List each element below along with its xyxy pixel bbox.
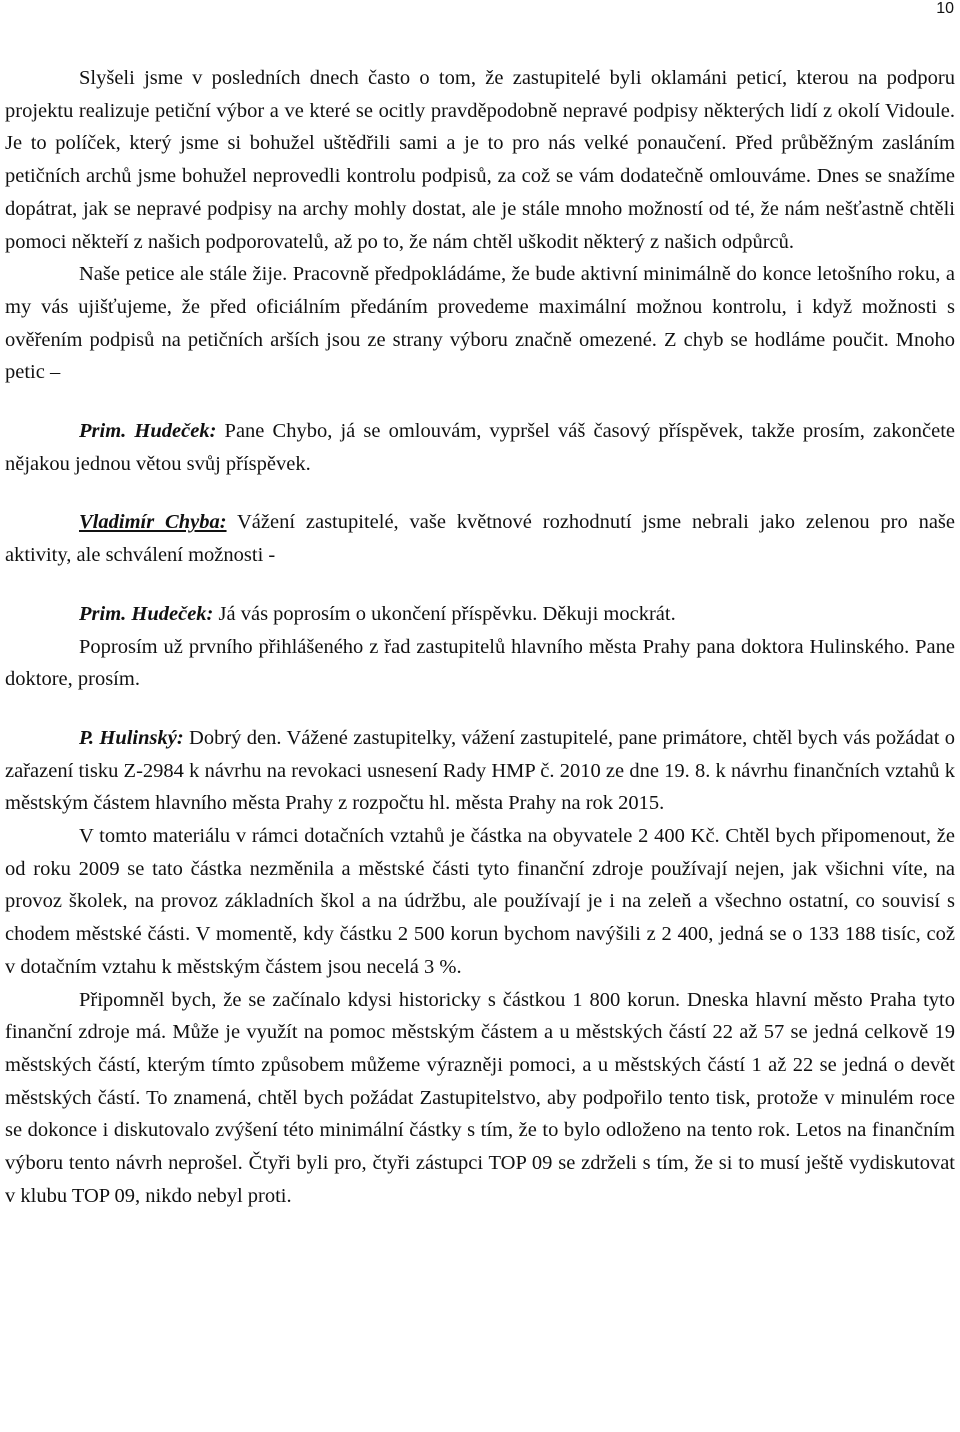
speaker-name: Vladimír Chyba:	[79, 511, 227, 534]
paragraph: Naše petice ale stále žije. Pracovně předpokládáme, že bude aktivní minimálně do konce letošního roku, a my vás ujišťujeme, že před oficiálním předáním provedeme maximální možnou kontrolu, i když možnosti s ověřením podpisů na petičních arších jsou ze strany výboru značně omezené. Z chyb se hodláme poučit. Mnoho petic –	[5, 263, 955, 384]
speech-text: Pane Chybo, já se omlouvám, vypršel váš časový příspěvek, takže prosím, zakončete nějakou jednou větou svůj příspěvek.	[5, 420, 955, 475]
speaker-title: Prim.	[79, 602, 127, 625]
speaker-name: Hudeček:	[131, 602, 214, 625]
speaker-name: Hulinský:	[99, 726, 184, 749]
paragraph: Poprosím už prvního přihlášeného z řad zastupitelů hlavního města Prahy pana doktora Hulinského. Pane doktore, prosím.	[5, 635, 955, 691]
speech-block	[5, 598, 955, 631]
speaker-title: Prim.	[79, 420, 127, 443]
speech-text: Vážení zastupitelé, vaše květnové rozhodnutí jsme nebrali jako zelenou pro naše aktivity, ale schválení možnosti -	[5, 511, 956, 567]
paragraph: V tomto materiálu v rámci dotačních vztahů je částka na obyvatele 2 400 Kč. Chtěl bych připomenout, že od roku 2009 se tato částka nezměnila a městské části tyto finanční zdroje používají nejen, jak všichni víte, na provoz školek, na provoz základních škol a na údržbu, ale používají je i na zeleň a všechno ostatní, co souvisí s chodem městské části. V momentě, kdy částku 2 500 korun bychom navýšili z 2 400, jedná se o 133 188 tisíc, což v dotačním vztahu k městským částem jsou necelá 3 %.	[5, 825, 955, 978]
speech-block	[5, 722, 955, 820]
document-body	[5, 62, 955, 1213]
speaker-name: Hudeček:	[134, 420, 217, 443]
speech-block	[5, 415, 955, 480]
speaker-title: P.	[79, 726, 95, 749]
speech-block	[5, 506, 955, 571]
paragraph: Slyšeli jsme v posledních dnech často o tom, že zastupitelé byli oklamáni peticí, kterou na podporu projektu realizuje petiční výbor a ve které se ocitly pravděpodobně nepravé podpisy některých lidí z okolí Vidoule. Je to políček, který jsme si bohužel uštědřili sami a je to pro nás velké ponaučení. Před průběžným zasláním petičních archů jsme bohužel neprovedli kontrolu podpisů, za což se vám dodatečně omlouváme. Dnes se snažíme dopátrat, jak se nepravé podpisy na archy mohly dostat, ale je stále mnoho možností od té, že nám nešťastně chtěli pomoci někteří z našich podporovatelů, až po to, že nám chtěl uškodit některý z našich odpůrců.	[5, 67, 955, 253]
page-number: 10	[936, 0, 954, 17]
paragraph: Připomněl bych, že se začínalo kdysi historicky s částkou 1 800 korun. Dneska hlavní město Praha tyto finanční zdroje má. Může je využít na pomoc městským částem a u městských částí 22 až 57 se jedná celkově 19 městských částí, kterým tímto způsobem můžeme výrazněji pomoci, a u městských částí 1 až 22 se jedná o devět městských částí. To znamená, chtěl bych požádat Zastupitelstvo, aby podpořilo tento tisk, protože v minulém roce se dokonce i diskutovalo zvýšení této minimální částky s tím, že to bylo odloženo na tento rok. Letos na finančním výboru tento návrh neprošel. Čtyři byli pro, čtyři zástupci TOP 09 se zdrželi s tím, že si to musí ještě vydiskutovat v klubu TOP 09, nikdo nebyl proti.	[5, 988, 955, 1207]
speech-text: Já vás poprosím o ukončení příspěvku. Děkuji mockrát.	[213, 602, 676, 625]
speech-text: Dobrý den. Vážené zastupitelky, vážení zastupitelé, pane primátore, chtěl bych vás požádat o zařazení tisku Z-2984 k návrhu na revokaci usnesení Rady HMP č. 2010 ze dne 19. 8. k návrhu finančních vztahů k městským částem hlavního města Prahy z rozpočtu hl. města Prahy na rok 2015.	[5, 726, 956, 815]
